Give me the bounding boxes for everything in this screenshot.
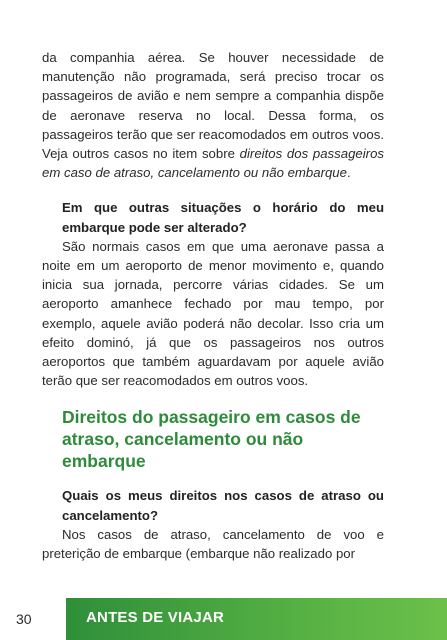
spacer xyxy=(42,390,384,406)
answer-paragraph-2: Nos casos de atraso, cancelamento de voo e preterição de embarque (embarque não realizado por xyxy=(42,526,384,562)
question-heading-2: Quais os meus direitos nos casos de atraso ou cancelamento? xyxy=(62,488,384,523)
paragraph-intro xyxy=(42,48,384,182)
footer-section-label: ANTES DE VIAJAR xyxy=(86,609,225,626)
paragraph-intro-link-text: direitos dos passageiros em caso de atraso, cancelamento ou não embarque xyxy=(42,146,384,181)
page-content xyxy=(42,48,384,563)
question-heading-1: Em que outras situações o horário do meu embarque pode ser alterado? xyxy=(62,200,384,235)
paragraph-intro-end: . xyxy=(346,165,351,181)
paragraph-intro-text: da companhia aérea. Se houver necessidade de manutenção não programada, será preciso trocar os passageiros de avião e nem sempre a companhia dispõe de aeronave reserva no local. Dessa forma, os passageiros terão que ser reacomodados em outros voos. Veja outros casos no item sobre xyxy=(42,50,384,162)
page-number: 30 xyxy=(16,611,32,627)
page-footer xyxy=(0,598,447,640)
footer-section-bar xyxy=(66,598,447,640)
answer-paragraph-1: São normais casos em que uma aeronave passa a noite em um aeroporto de menor movimento e, quando inicia sua jornada, percorre várias cidades. Se um aeroporto amanhece fechado por mau tempo, por exemplo, aquele avião poderá não decolar. Isso cria um efeito dominó, já que os passageiros nos outros aeroportos que também aguardavam por aquele avião terão que ser reacomodados em outros voos. xyxy=(42,238,384,389)
section-heading: Direitos do passageiro em casos de atraso, cancelamento ou não embarque xyxy=(62,407,361,472)
spacer xyxy=(42,182,384,198)
spacer xyxy=(42,472,384,486)
